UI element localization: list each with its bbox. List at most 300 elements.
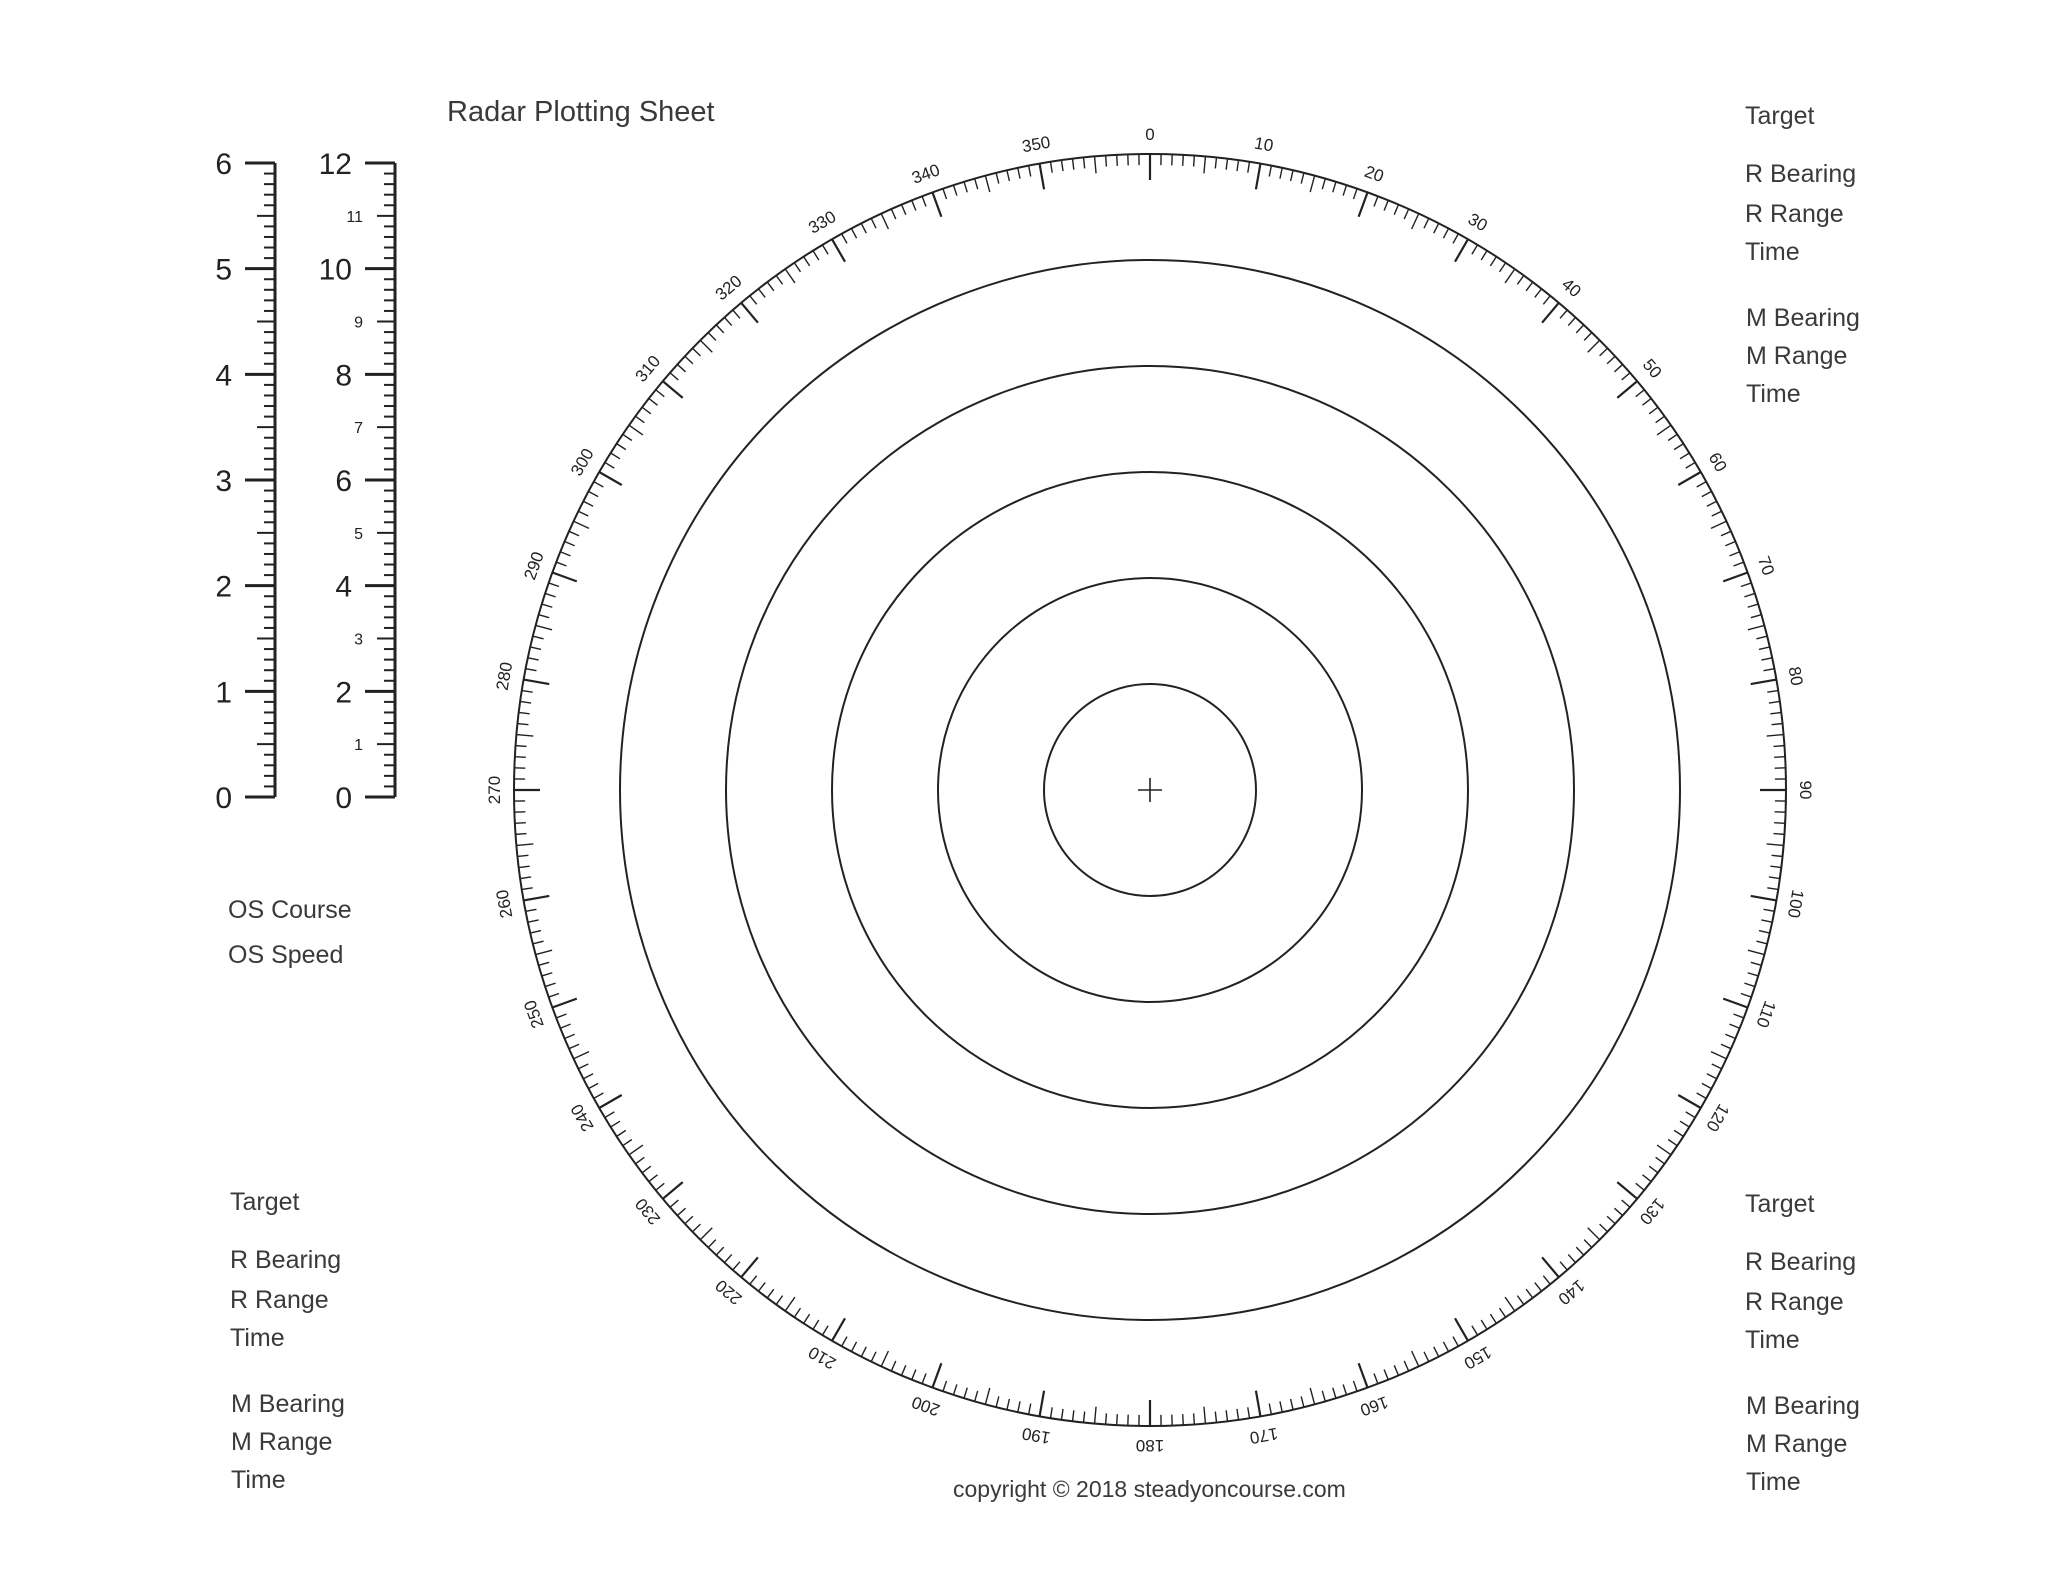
bearing-tick — [1117, 155, 1118, 166]
bearing-tick — [1194, 156, 1195, 167]
r-range-label-bottom-left: R Range — [230, 1286, 329, 1314]
bearing-tick — [670, 1200, 678, 1207]
m-bearing-label-bottom-left: M Bearing — [231, 1390, 345, 1418]
bearing-tick — [1226, 1410, 1227, 1421]
bearing-tick — [964, 182, 967, 193]
bearing-tick — [1256, 1391, 1261, 1417]
bearing-tick — [1018, 168, 1020, 179]
bearing-tick — [549, 993, 559, 997]
bearing-tick — [1443, 1342, 1448, 1352]
bearing-tick — [515, 757, 526, 758]
bearing-tick — [583, 1074, 593, 1079]
bearing-tick — [649, 1175, 658, 1182]
bearing-tick — [1770, 866, 1781, 867]
bearing-label: 30 — [1464, 209, 1491, 236]
bearing-tick — [1756, 636, 1767, 639]
bearing-tick — [530, 647, 541, 649]
bearing-tick — [901, 1365, 905, 1375]
bearing-tick — [700, 1228, 712, 1240]
bearing-tick — [515, 823, 526, 824]
bearing-tick — [1773, 834, 1784, 835]
bearing-tick — [767, 1289, 774, 1298]
bearing-tick — [629, 425, 643, 435]
bearing-tick — [1767, 735, 1784, 736]
bearing-tick — [1774, 757, 1785, 758]
center-cross-icon — [1138, 778, 1162, 802]
bearing-tick — [556, 562, 566, 566]
bearing-tick — [1723, 572, 1747, 581]
bearing-tick — [1526, 282, 1533, 291]
bearing-tick — [605, 462, 614, 468]
scale-major-label: 8 — [335, 359, 352, 393]
bearing-tick — [1434, 223, 1439, 233]
bearing-tick — [1535, 1283, 1542, 1292]
bearing-tick — [861, 223, 866, 233]
bearing-tick — [560, 552, 570, 556]
bearing-tick — [1769, 877, 1780, 879]
bearing-tick — [1204, 1407, 1205, 1424]
scale-major-label: 0 — [335, 782, 352, 815]
bearing-tick — [1543, 1276, 1550, 1285]
bearing-tick — [943, 189, 947, 199]
bearing-tick — [1018, 1401, 1020, 1412]
bearing-tick — [953, 185, 956, 195]
bearing-tick — [1697, 1093, 1707, 1098]
scale-label: 0 — [215, 782, 232, 815]
bearing-tick — [1680, 453, 1689, 459]
bearing-tick — [1657, 425, 1671, 435]
bearing-tick — [1412, 214, 1419, 229]
bearing-tick — [1061, 160, 1063, 171]
bearing-tick — [1741, 583, 1751, 587]
bearing-tick — [692, 1224, 700, 1232]
bearing-tick — [1237, 160, 1239, 171]
bearing-tick — [569, 531, 579, 535]
bearing-tick — [1434, 1347, 1439, 1357]
time-label-bottom-right-1: Time — [1745, 1326, 1800, 1354]
bearing-tick — [1310, 1388, 1314, 1404]
bearing-tick — [599, 472, 622, 485]
bearing-tick — [1517, 275, 1523, 284]
bearing-tick — [1084, 1412, 1085, 1423]
bearing-tick — [1729, 1024, 1739, 1028]
bearing-tick — [851, 1342, 856, 1352]
bearing-tick — [569, 1044, 579, 1048]
bearing-tick — [1622, 373, 1630, 380]
bearing-tick — [804, 1314, 810, 1323]
bearing-tick — [1588, 1228, 1600, 1240]
scale-major-label: 10 — [318, 253, 352, 287]
bearing-tick — [1756, 941, 1767, 944]
bearing-label: 350 — [1020, 132, 1052, 157]
bearing-tick — [605, 1112, 614, 1118]
bearing-tick — [611, 453, 620, 459]
bearing-tick — [1769, 701, 1780, 703]
bearing-tick — [1095, 156, 1096, 173]
bearing-tick — [1481, 251, 1487, 260]
bearing-tick — [750, 1276, 757, 1285]
bearing-tick — [912, 200, 916, 210]
bearing-tick — [642, 407, 651, 414]
scale-label: 6 — [215, 148, 232, 181]
bearing-label: 110 — [1752, 998, 1780, 1031]
bearing-label: 240 — [566, 1100, 598, 1135]
bearing-tick — [1643, 1175, 1652, 1182]
bearing-tick — [1761, 920, 1772, 922]
bearing-tick — [522, 691, 533, 693]
bearing-tick — [1106, 156, 1107, 167]
bearing-tick — [524, 680, 550, 685]
bearing-tick — [599, 1095, 622, 1108]
bearing-tick — [1588, 340, 1600, 352]
bearing-tick — [985, 176, 989, 192]
bearing-tick — [1733, 562, 1743, 566]
bearing-tick — [1526, 1289, 1533, 1298]
bearing-tick — [1697, 482, 1707, 487]
bearing-tick — [1353, 189, 1357, 199]
bearing-tick — [1744, 983, 1754, 986]
scale-major-label: 2 — [335, 676, 352, 710]
bearing-tick — [649, 398, 658, 405]
bearing-tick — [1490, 1314, 1496, 1323]
bearing-tick — [724, 1254, 731, 1262]
bearing-tick — [1721, 531, 1731, 535]
bearing-tick — [1725, 1034, 1735, 1038]
bearing-tick — [1072, 1410, 1073, 1421]
bearing-tick — [1656, 1157, 1665, 1163]
bearing-tick — [533, 636, 544, 639]
scale-label: 2 — [215, 570, 232, 604]
bearing-tick — [1061, 1409, 1063, 1420]
bearing-tick — [1117, 1414, 1118, 1425]
bearing-tick — [1280, 168, 1282, 179]
bearing-tick — [1424, 1352, 1429, 1362]
bearing-tick — [1649, 1166, 1658, 1173]
bearing-tick — [1269, 166, 1271, 177]
bearing-label: 230 — [631, 1194, 665, 1229]
bearing-tick — [767, 282, 774, 291]
page-title: Radar Plotting Sheet — [447, 96, 715, 128]
bearing-tick — [758, 289, 765, 298]
bearing-tick — [1686, 1112, 1695, 1118]
bearing-tick — [871, 218, 876, 228]
scale-minor-label: 5 — [354, 525, 363, 543]
bearing-tick — [565, 541, 575, 545]
bearing-tick — [813, 251, 819, 260]
bearing-tick — [716, 325, 724, 333]
bearing-tick — [1751, 680, 1777, 685]
bearing-tick — [1072, 159, 1073, 170]
bearing-tick — [1702, 491, 1712, 496]
bearing-tick — [1505, 1297, 1515, 1311]
bearing-tick — [1678, 1095, 1701, 1108]
bearing-label: 200 — [909, 1392, 943, 1420]
copyright-text: copyright © 2018 steadyoncourse.com — [953, 1476, 1346, 1502]
bearing-label: 270 — [485, 775, 504, 805]
bearing-tick — [533, 941, 544, 944]
bearing-tick — [1215, 157, 1216, 168]
bearing-tick — [1301, 173, 1304, 184]
os-course-label: OS Course — [228, 896, 352, 924]
bearing-tick — [922, 1373, 926, 1383]
bearing-label: 60 — [1704, 449, 1731, 476]
bearing-tick — [1084, 157, 1085, 168]
bearing-tick — [733, 1262, 740, 1270]
bearing-tick — [1636, 1183, 1645, 1190]
bearing-tick — [1622, 1200, 1630, 1207]
bearing-tick — [517, 855, 528, 856]
target-label-bottom-right: Target — [1745, 1190, 1815, 1218]
bearing-label: 20 — [1362, 161, 1387, 187]
bearing-tick — [528, 658, 539, 660]
bearing-tick — [832, 1318, 845, 1341]
m-range-label-bottom-right: M Range — [1746, 1430, 1848, 1458]
bearing-tick — [549, 583, 559, 587]
bearing-tick — [1748, 950, 1764, 954]
bearing-tick — [1568, 317, 1575, 325]
bearing-label: 130 — [1635, 1194, 1669, 1229]
bearing-tick — [822, 1326, 828, 1335]
bearing-tick — [522, 888, 533, 890]
bearing-tick — [578, 511, 588, 516]
bearing-tick — [1617, 1182, 1637, 1199]
bearing-tick — [1721, 1044, 1731, 1048]
bearing-tick — [996, 173, 999, 184]
bearing-tick — [1453, 234, 1458, 244]
bearing-tick — [861, 1347, 866, 1357]
bearing-tick — [1711, 1052, 1726, 1059]
bearing-tick — [1542, 303, 1559, 323]
r-range-label-bottom-right: R Range — [1745, 1288, 1844, 1316]
bearing-tick — [1183, 155, 1184, 166]
bearing-tick — [953, 1384, 956, 1394]
bearing-tick — [542, 973, 553, 976]
bearing-tick — [1773, 746, 1784, 747]
bearing-tick — [1759, 931, 1770, 933]
bearing-tick — [1702, 1083, 1712, 1088]
bearing-tick — [617, 444, 626, 450]
bearing-tick — [1051, 1407, 1053, 1418]
bearing-tick — [656, 390, 665, 397]
bearing-tick — [1374, 196, 1378, 206]
bearing-tick — [1310, 176, 1314, 192]
bearing-tick — [1394, 1365, 1398, 1375]
bearing-label: 170 — [1248, 1423, 1280, 1448]
bearing-tick — [574, 521, 589, 528]
bearing-tick — [881, 214, 888, 229]
time-label-top-right-2: Time — [1746, 380, 1801, 408]
bearing-tick — [708, 332, 716, 340]
bearing-label: 330 — [805, 206, 840, 238]
bearing-tick — [1404, 209, 1408, 219]
scale-minor-label: 3 — [354, 631, 363, 649]
bearing-tick — [677, 1208, 685, 1215]
scale-minor-label: 7 — [354, 420, 363, 438]
time-label-bottom-left-2: Time — [231, 1466, 286, 1494]
bearing-tick — [1472, 1326, 1478, 1335]
bearing-tick — [1678, 472, 1701, 485]
bearing-tick — [1333, 1388, 1336, 1399]
bearing-tick — [528, 920, 539, 922]
bearing-tick — [804, 257, 810, 266]
bearing-tick — [1226, 159, 1227, 170]
bearing-tick — [1499, 1308, 1505, 1317]
bearing-label: 40 — [1557, 274, 1585, 302]
bearing-label: 190 — [1020, 1423, 1052, 1448]
bearing-tick — [1674, 444, 1683, 450]
bearing-tick — [1668, 434, 1677, 440]
bearing-tick — [623, 1139, 632, 1145]
bearing-tick — [656, 1183, 665, 1190]
bearing-tick — [1636, 390, 1645, 397]
bearing-tick — [932, 1363, 941, 1387]
bearing-tick — [1051, 162, 1053, 173]
bearing-label: 180 — [1135, 1436, 1165, 1455]
bearing-tick — [1584, 332, 1592, 340]
bearing-tick — [583, 501, 593, 506]
bearing-tick — [842, 1337, 847, 1347]
bearing-tick — [635, 416, 644, 422]
scale-minor-label: 11 — [346, 208, 363, 226]
bearing-tick — [1404, 1361, 1408, 1371]
bearing-tick — [1560, 1262, 1567, 1270]
bearing-tick — [1707, 501, 1717, 506]
bearing-tick — [822, 245, 828, 254]
bearing-label: 90 — [1796, 780, 1815, 800]
time-label-bottom-right-2: Time — [1746, 1468, 1801, 1496]
bearing-label: 220 — [711, 1275, 746, 1309]
bearing-tick — [1481, 1320, 1487, 1329]
bearing-tick — [1248, 1407, 1250, 1418]
bearing-tick — [516, 844, 533, 845]
bearing-tick — [932, 192, 941, 216]
target-label-top-right: Target — [1745, 102, 1815, 130]
bearing-label: 320 — [711, 271, 746, 305]
bearing-tick — [520, 701, 531, 703]
bearing-tick — [1680, 1121, 1689, 1127]
bearing-tick — [891, 209, 895, 219]
bearing-label: 310 — [631, 351, 665, 386]
bearing-tick — [670, 373, 678, 380]
bearing-tick — [1543, 296, 1550, 305]
scale-label: 3 — [215, 465, 232, 498]
bearing-label: 0 — [1145, 125, 1155, 144]
bearing-tick — [943, 1381, 947, 1391]
bearing-tick — [1729, 552, 1739, 556]
bearing-tick — [556, 1014, 566, 1018]
bearing-tick — [565, 1034, 575, 1038]
bearing-tick — [1741, 993, 1751, 997]
bearing-tick — [842, 234, 847, 244]
bearing-tick — [1040, 164, 1045, 190]
bearing-tick — [1764, 909, 1775, 911]
bearing-tick — [1443, 228, 1448, 238]
bearing-tick — [539, 962, 550, 965]
bearing-tick — [1733, 1014, 1743, 1018]
bearing-tick — [685, 356, 693, 364]
bearing-tick — [1761, 658, 1772, 660]
bearing-tick — [526, 669, 537, 671]
bearing-tick — [832, 239, 845, 262]
bearing-tick — [1384, 200, 1388, 210]
bearing-tick — [912, 1369, 916, 1379]
bearing-tick — [530, 931, 541, 933]
bearing-label: 300 — [566, 445, 598, 480]
bearing-tick — [724, 317, 731, 325]
bearing-tick — [1772, 855, 1783, 856]
bearing-tick — [539, 615, 550, 618]
scale-major-label: 12 — [318, 148, 352, 181]
bearing-tick — [542, 604, 553, 607]
r-bearing-label-top-right: R Bearing — [1745, 160, 1857, 188]
bearing-tick — [716, 1247, 724, 1255]
time-label-bottom-left-1: Time — [230, 1324, 285, 1352]
bearing-tick — [663, 381, 683, 398]
bearing-tick — [1353, 1381, 1357, 1391]
bearing-tick — [1455, 239, 1468, 262]
bearing-tick — [1007, 1399, 1009, 1410]
bearing-tick — [1359, 192, 1368, 216]
bearing-tick — [1194, 1413, 1195, 1424]
bearing-tick — [964, 1388, 967, 1399]
bearing-tick — [1744, 593, 1754, 596]
bearing-tick — [1269, 1404, 1271, 1415]
bearing-tick — [1505, 269, 1515, 283]
bearing-tick — [1751, 962, 1762, 965]
bearing-tick — [1723, 999, 1747, 1008]
bearing-tick — [1280, 1401, 1282, 1412]
bearing-tick — [1774, 823, 1785, 824]
bearing-tick — [617, 1130, 626, 1136]
bearing-tick — [1751, 615, 1762, 618]
bearing-tick — [1770, 712, 1781, 713]
bearing-tick — [700, 340, 712, 352]
bearing-label: 150 — [1460, 1342, 1495, 1374]
bearing-tick — [985, 1388, 989, 1404]
bearing-tick — [1029, 166, 1031, 177]
bearing-tick — [1384, 1369, 1388, 1379]
bearing-tick — [1674, 1130, 1683, 1136]
bearing-tick — [685, 1216, 693, 1224]
m-range-label-bottom-left: M Range — [231, 1428, 333, 1456]
scale-minor-label: 1 — [354, 737, 363, 755]
bearing-tick — [536, 625, 552, 629]
bearing-tick — [901, 205, 905, 215]
bearing-tick — [881, 1351, 888, 1366]
bearing-tick — [1568, 1254, 1575, 1262]
bearing-tick — [517, 724, 528, 725]
bearing-tick — [1657, 1145, 1671, 1155]
bearing-tick — [1560, 310, 1567, 318]
bearing-tick — [1711, 521, 1726, 528]
bearing-tick — [1322, 1391, 1325, 1402]
bearing-tick — [519, 866, 530, 867]
bearing-tick — [635, 1157, 644, 1163]
bearing-tick — [1668, 1139, 1677, 1145]
scale-label: 4 — [215, 359, 232, 393]
bearing-tick — [741, 1257, 758, 1277]
bearing-tick — [1472, 245, 1478, 254]
bearing-tick — [588, 491, 598, 496]
bearing-tick — [1291, 170, 1293, 181]
bearing-tick — [1614, 1208, 1622, 1215]
bearing-tick — [1343, 1384, 1346, 1394]
bearing-tick — [1748, 973, 1759, 976]
bearing-tick — [1759, 647, 1770, 649]
bearing-tick — [1576, 1247, 1584, 1255]
bearing-tick — [578, 1064, 588, 1069]
bearing-tick — [1359, 1363, 1368, 1387]
